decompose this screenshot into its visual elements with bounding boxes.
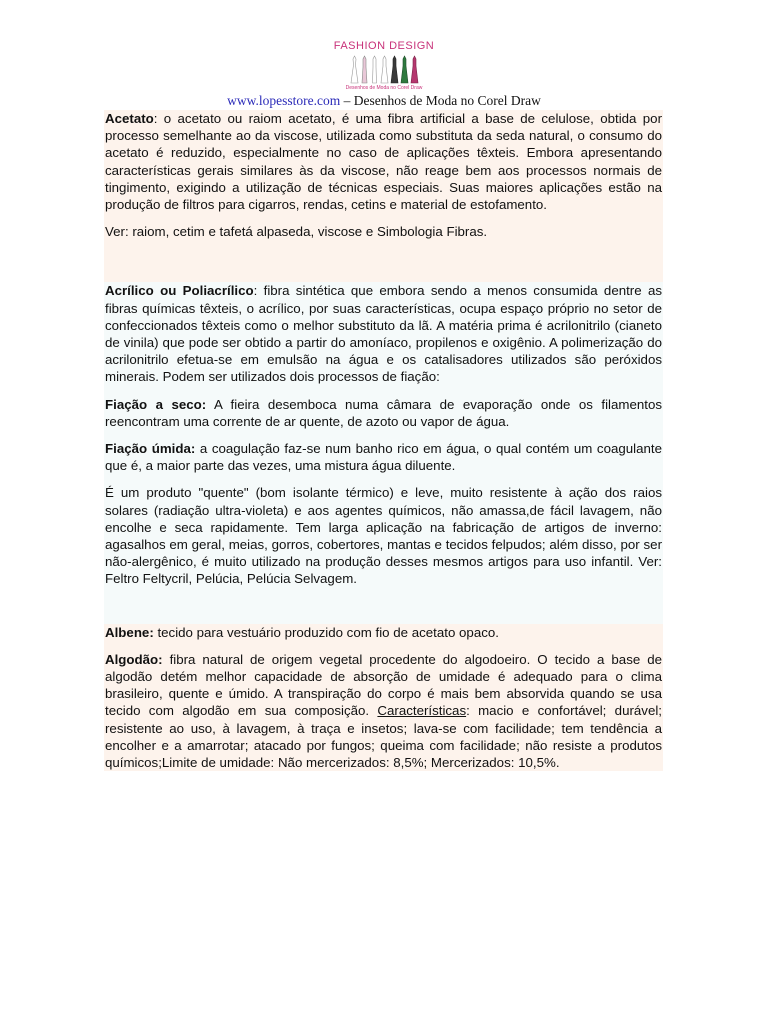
term-fiacao-umida: Fiação úmida: <box>105 441 196 457</box>
entry-albene <box>104 624 663 772</box>
fiacao-seco-text: A fieira desemboca numa câmara de evaporação onde os filamentos reencontram uma corrente de ar quente, de azoto ou vapor de água. <box>105 396 662 429</box>
term-algodao: Algodão: <box>105 651 163 667</box>
algodao-text: fibra natural de origem vegetal procedente do algodoeiro. O tecido a base de algodão detém melhor capacidade de absorção de umidade é adequado para o clima brasileiro, quente e úmido. A transpiração do corpo é mais bem absorvida quando se usa tecido com algodão em sua composição. <box>105 651 662 719</box>
albene-text: tecido para vestuário produzido com fio de acetato opaco. <box>153 624 499 640</box>
acrilico-paragraph <box>105 282 662 385</box>
dress-figure-icon <box>360 55 369 85</box>
entry-acrilico <box>104 282 663 623</box>
term-acrilico: Acrílico ou Poliacrílico <box>105 283 254 299</box>
dress-figure-icon <box>410 55 419 85</box>
caracteristicas-label: Características <box>377 703 467 719</box>
dress-figure-icon <box>370 55 379 85</box>
term-albene: Albene: <box>105 624 154 640</box>
fiacao-umida-paragraph <box>105 440 662 474</box>
logo-title: FASHION DESIGN <box>333 40 435 52</box>
site-link[interactable]: www.lopesstore.com <box>227 93 341 108</box>
acetato-paragraph <box>105 110 662 213</box>
site-line <box>0 93 768 109</box>
algodao-paragraph <box>105 651 662 771</box>
caracteristicas-text: : macio e confortável; durável; resistente ao uso, à lavagem, à traça e insetos; lava-se com facilidade; tem tendência a encolher e a amarrotar; atacado por fungos; queima com facilidade; não resiste a produtos químicos;Limite de umidade: Não mercerizados: 8,5%; Mercerizados: 10,5%. <box>105 703 662 771</box>
dress-figure-icon <box>350 55 359 85</box>
acetato-text: : o acetato ou raiom acetato, é uma fibra artificial a base de celulose, obtida por processo semelhante ao da viscose, utilizada como substituta da seda natural, o consumo do acetato é reduzido, especialmente no caso de aplicações têxteis. Embora apresentando características gerais similares às da viscose, não reage bem aos processos normais de tingimento, exigindo a utilização de técnicas especiais. Suas maiores aplicações estão na produção de filtros para cigarros, rendas, cetins e material de estofamento. <box>105 111 662 213</box>
acetato-see-also: Ver: raiom, cetim e tafetá alpaseda, viscose e Simbologia Fibras. <box>105 224 488 240</box>
albene-paragraph <box>105 624 662 641</box>
entry-acetato <box>104 110 663 282</box>
fiacao-umida-text: a coagulação faz-se num banho rico em água, o qual contém um coagulante que é, a maior parte das vezes, uma mistura água diluente. <box>105 441 662 474</box>
site-tagline: – Desenhos de Moda no Corel Draw <box>340 93 541 108</box>
fiacao-seco-paragraph <box>105 396 662 430</box>
dress-figure-icon <box>390 55 399 85</box>
logo-figures <box>329 55 439 85</box>
acrilico-text: : fibra sintética que embora sendo a menos consumida dentre as fibras químicas têxteis, o acrílico, por suas características, ocupa espaço próprio no setor de confeccionados têxteis como o melhor substituto da lã. A matéria prima é acrilonitrilo (cianeto de vinila) que pode ser obtido a partir do amoníaco, propilenos e oxigênio. A polimerização do acrilonitrilo efetua-se em emulsão na água e os catalisadores utilizados são peróxidos minerais. Podem ser utilizados dois processos de fiação: <box>105 283 662 385</box>
dress-figure-icon <box>380 55 389 85</box>
glossary-content <box>104 110 663 771</box>
term-acetato: Acetato <box>105 111 154 126</box>
fashion-design-logo <box>329 40 439 90</box>
dress-figure-icon <box>400 55 409 85</box>
page-header <box>0 40 768 109</box>
acrilico-quente-paragraph: É um produto "quente" (bom isolante térmico) e leve, muito resistente à ação dos raios solares (radiação ultra-violeta) e aos agentes químicos, não amassa,de fácil lavagem, não encolhe e seca rapidamente. Tem larga aplicação na fabricação de artigos de inverno: agasalhos em geral, meias, gorros, cobertores, mantas e tecidos felpudos; além disso, por ser não-alergênico, é muito utilizado na produção desses mesmos artigos para uso infantil. Ver: Feltro Feltycril, Pelúcia, Pelúcia Selvagem. <box>105 485 662 587</box>
logo-subtitle: Desenhos de Moda no Corel Draw <box>345 85 423 91</box>
term-fiacao-seco: Fiação a seco: <box>105 396 207 412</box>
